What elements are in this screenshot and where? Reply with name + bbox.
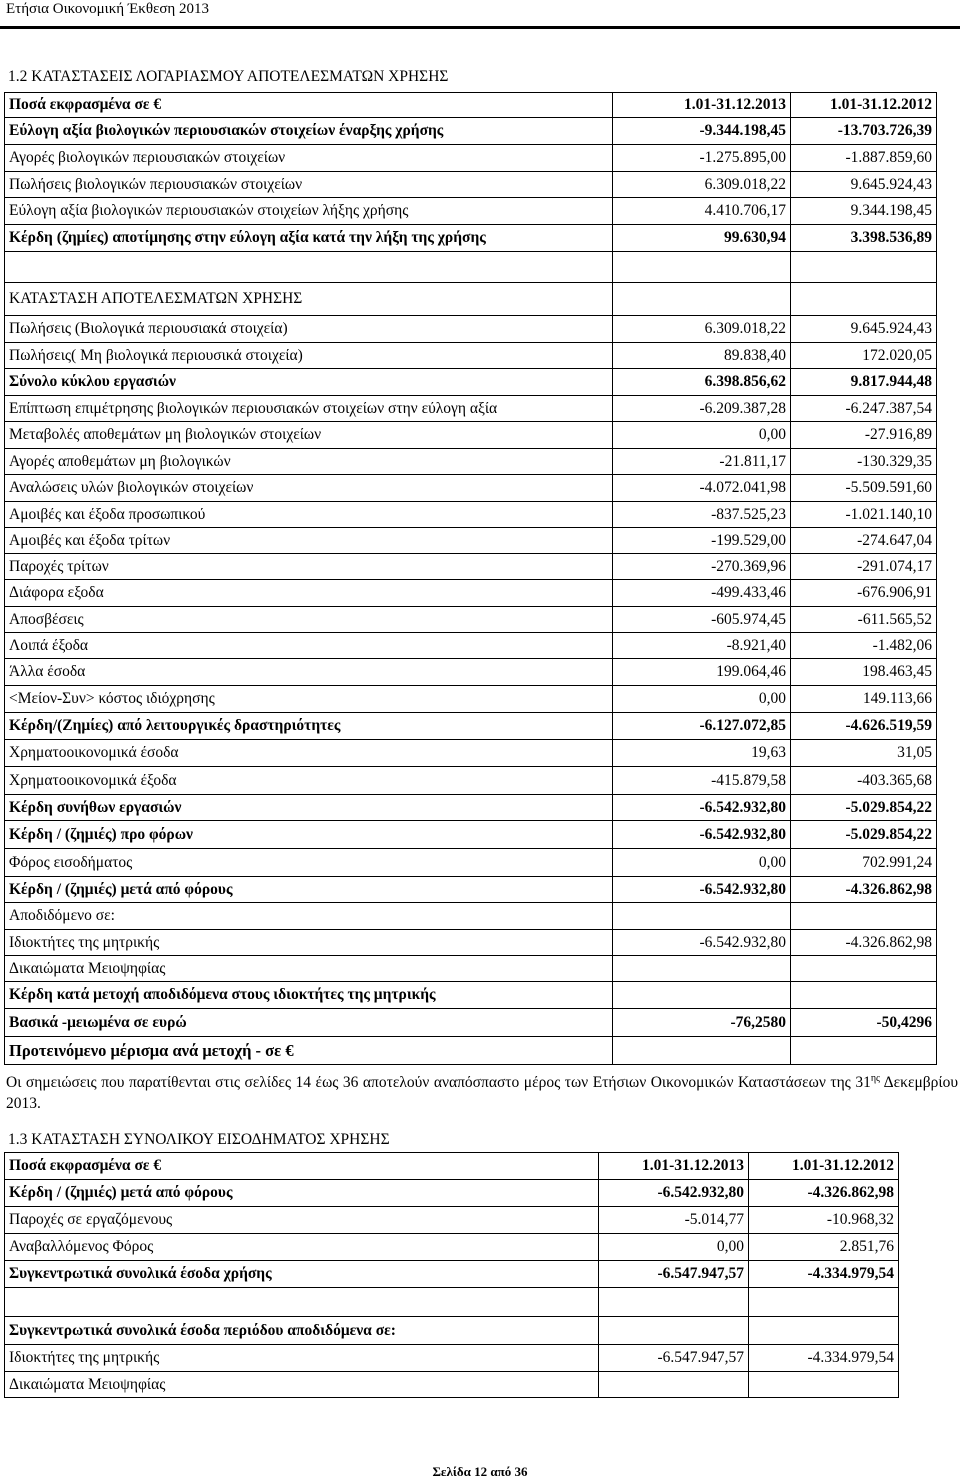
- value-2013: [599, 1288, 749, 1317]
- value-2012: -4.334.979,54: [749, 1261, 899, 1288]
- row-label: Εύλογη αξία βιολογικών περιουσιακών στοιχείων λήξης χρήσης: [5, 198, 613, 225]
- value-2013: [613, 903, 791, 930]
- value-2013: -6.547.947,57: [599, 1345, 749, 1372]
- row-label: Προτεινόμενο μέρισμα ανά μετοχή - σε €: [5, 1037, 613, 1065]
- value-2012: [791, 956, 937, 982]
- income-statement-table: [4, 92, 937, 1065]
- row-label: Επίπτωση επιμέτρησης βιολογικών περιουσιακών στοιχείων στην εύλογη αξία: [5, 396, 613, 422]
- value-2013: -837.525,23: [613, 502, 791, 528]
- row-label: Κέρδη / (ζημιές) μετά από φόρους: [5, 1180, 599, 1207]
- income-statement-row: [5, 283, 937, 316]
- row-label: Εύλογη αξία βιολογικών περιουσιακών στοιχείων έναρξης χρήσης: [5, 118, 613, 145]
- row-label: Κέρδη/(Ζημίες) από λειτουργικές δραστηριότητες: [5, 713, 613, 740]
- value-2013: [613, 956, 791, 982]
- value-2013: -499.433,46: [613, 580, 791, 607]
- comprehensive-income-row: [5, 1288, 899, 1317]
- value-2012: 1.01-31.12.2012: [791, 93, 937, 118]
- row-label: Κέρδη συνήθων εργασιών: [5, 795, 613, 821]
- value-2012: -130.329,35: [791, 449, 937, 475]
- note-superscript: ης: [870, 1073, 881, 1084]
- income-statement-row: [5, 528, 937, 554]
- row-label: Μεταβολές αποθεμάτων μη βιολογικών στοιχείων: [5, 422, 613, 449]
- income-statement-row: [5, 607, 937, 633]
- income-statement-row: [5, 118, 937, 145]
- value-2013: 6.309.018,22: [613, 316, 791, 343]
- value-2012: -27.916,89: [791, 422, 937, 449]
- value-2012: [791, 1037, 937, 1065]
- comprehensive-income-row: [5, 1180, 899, 1207]
- income-statement-row: [5, 449, 937, 475]
- header-divider: [0, 26, 960, 29]
- income-statement-row: [5, 316, 937, 343]
- value-2012: -4.326.862,98: [791, 930, 937, 956]
- value-2013: 199.064,46: [613, 659, 791, 686]
- value-2013: 19,63: [613, 740, 791, 767]
- income-statement-row: [5, 502, 937, 528]
- value-2012: -13.703.726,39: [791, 118, 937, 145]
- page-number: Σελίδα 12 από 36: [432, 1464, 528, 1479]
- comprehensive-income-row: [5, 1234, 899, 1261]
- value-2012: 9.645.924,43: [791, 316, 937, 343]
- value-2012: [749, 1317, 899, 1345]
- income-statement-row: [5, 821, 937, 849]
- value-2012: [791, 283, 937, 316]
- value-2012: -1.482,06: [791, 633, 937, 659]
- value-2012: -1.887.859,60: [791, 145, 937, 172]
- value-2012: 149.113,66: [791, 686, 937, 713]
- value-2012: [791, 903, 937, 930]
- row-label: Αναλώσεις υλών βιολογικών στοιχείων: [5, 475, 613, 502]
- row-label: Παροχές σε εργαζόμενους: [5, 1207, 599, 1234]
- value-2013: 1.01-31.12.2013: [599, 1153, 749, 1180]
- comprehensive-income-row: [5, 1207, 899, 1234]
- row-label: Ιδιοκτήτες της μητρικής: [5, 1345, 599, 1372]
- row-label: Παροχές τρίτων: [5, 554, 613, 580]
- row-label: Κέρδη (ζημίες) αποτίμησης στην εύλογη αξία κατά την λήξη της χρήσης: [5, 225, 613, 252]
- comprehensive-income-row: [5, 1317, 899, 1345]
- value-2013: 89.838,40: [613, 343, 791, 369]
- row-label: Ποσά εκφρασμένα σε €: [5, 1153, 599, 1180]
- income-statement-row: [5, 252, 937, 283]
- value-2012: -4.326.862,98: [791, 877, 937, 903]
- income-statement-row: [5, 740, 937, 767]
- value-2013: -4.072.041,98: [613, 475, 791, 502]
- income-statement-row: [5, 877, 937, 903]
- value-2013: 6.398.856,62: [613, 369, 791, 396]
- income-statement-row: [5, 686, 937, 713]
- value-2013: [599, 1372, 749, 1398]
- value-2012: 9.817.944,48: [791, 369, 937, 396]
- value-2013: -8.921,40: [613, 633, 791, 659]
- income-statement-row: [5, 198, 937, 225]
- row-label: Κέρδη κατά μετοχή αποδιδόμενα στους ιδιοκτήτες της μητρικής: [5, 982, 613, 1009]
- row-label: Ποσά εκφρασμένα σε €: [5, 93, 613, 118]
- value-2012: -274.647,04: [791, 528, 937, 554]
- row-label: Αγορές αποθεμάτων μη βιολογικών: [5, 449, 613, 475]
- note-text-end: Δεκεμβρίου 2013.: [6, 1074, 959, 1113]
- value-2013: -6.542.932,80: [613, 795, 791, 821]
- income-statement-row: [5, 767, 937, 795]
- value-2013: -5.014,77: [599, 1207, 749, 1234]
- value-2012: [749, 1288, 899, 1317]
- income-statement-row: [5, 580, 937, 607]
- row-label: Πωλήσεις (Βιολογικά περιουσιακά στοιχεία): [5, 316, 613, 343]
- row-label: Συγκεντρωτικά συνολικά έσοδα περιόδου αποδιδόμενα σε:: [5, 1317, 599, 1345]
- income-statement-row: [5, 930, 937, 956]
- row-label: Συγκεντρωτικά συνολικά έσοδα χρήσης: [5, 1261, 599, 1288]
- value-2013: [613, 982, 791, 1009]
- value-2012: -50,4296: [791, 1009, 937, 1037]
- value-2012: 3.398.536,89: [791, 225, 937, 252]
- row-label: Πωλήσεις( Μη βιολογικά περιουσικά στοιχεία): [5, 343, 613, 369]
- value-2012: -10.968,32: [749, 1207, 899, 1234]
- value-2013: 0,00: [613, 686, 791, 713]
- value-2012: [791, 252, 937, 283]
- row-label: [5, 1288, 599, 1317]
- value-2012: -4.626.519,59: [791, 713, 937, 740]
- row-label: Χρηματοοικονομικά έξοδα: [5, 767, 613, 795]
- value-2013: -6.127.072,85: [613, 713, 791, 740]
- value-2013: [613, 1037, 791, 1065]
- row-label: Φόρος εισοδήματος: [5, 849, 613, 877]
- row-label: Ιδιοκτήτες της μητρικής: [5, 930, 613, 956]
- section-title-comprehensive-income: 1.3 ΚΑΤΑΣΤΑΣΗ ΣΥΝΟΛΙΚΟΥ ΕΙΣΟΔΗΜΑΤΟΣ ΧΡΗΣΗΣ: [8, 1131, 390, 1148]
- row-label: Αγορές βιολογικών περιουσιακών στοιχείων: [5, 145, 613, 172]
- row-label: Κέρδη / (ζημιές) προ φόρων: [5, 821, 613, 849]
- income-statement-row: [5, 795, 937, 821]
- value-2013: 4.410.706,17: [613, 198, 791, 225]
- value-2013: -1.275.895,00: [613, 145, 791, 172]
- income-statement-row: [5, 1009, 937, 1037]
- value-2012: 31,05: [791, 740, 937, 767]
- row-label: Πωλήσεις βιολογικών περιουσιακών στοιχείων: [5, 172, 613, 198]
- value-2012: 198.463,45: [791, 659, 937, 686]
- income-statement-row: [5, 396, 937, 422]
- row-label: Δικαιώματα Μειοψηφίας: [5, 956, 613, 982]
- document-header-title: Ετήσια Οικονομική Έκθεση 2013: [6, 1, 210, 17]
- value-2013: -76,2580: [613, 1009, 791, 1037]
- value-2013: -6.209.387,28: [613, 396, 791, 422]
- row-label: Αμοιβές και έξοδα τρίτων: [5, 528, 613, 554]
- value-2012: 702.991,24: [791, 849, 937, 877]
- income-statement-row: [5, 713, 937, 740]
- value-2012: 172.020,05: [791, 343, 937, 369]
- value-2013: 0,00: [613, 422, 791, 449]
- value-2012: 9.344.198,45: [791, 198, 937, 225]
- value-2012: 9.645.924,43: [791, 172, 937, 198]
- row-label: <Μείον-Συν> κόστος ιδιόχρησης: [5, 686, 613, 713]
- value-2013: -6.542.932,80: [613, 930, 791, 956]
- comprehensive-income-row: [5, 1153, 899, 1180]
- value-2013: 1.01-31.12.2013: [613, 93, 791, 118]
- value-2012: -403.365,68: [791, 767, 937, 795]
- row-label: Δικαιώματα Μειοψηφίας: [5, 1372, 599, 1398]
- value-2012: [791, 982, 937, 1009]
- comprehensive-income-row: [5, 1261, 899, 1288]
- value-2012: -611.565,52: [791, 607, 937, 633]
- row-label: Αποσβέσεις: [5, 607, 613, 633]
- section-title-income-statement: 1.2 ΚΑΤΑΣΤΑΣΕΙΣ ΛΟΓΑΡΙΑΣΜΟΥ ΑΠΟΤΕΛΕΣΜΑΤΩΝ ΧΡΗΣΗΣ: [8, 68, 449, 85]
- value-2013: -199.529,00: [613, 528, 791, 554]
- row-label: Άλλα έσοδα: [5, 659, 613, 686]
- value-2013: -605.974,45: [613, 607, 791, 633]
- value-2012: 2.851,76: [749, 1234, 899, 1261]
- row-label: Λοιπά έξοδα: [5, 633, 613, 659]
- income-statement-row: [5, 982, 937, 1009]
- value-2013: -6.542.932,80: [613, 877, 791, 903]
- income-statement-row: [5, 956, 937, 982]
- row-label: Αναβαλλόμενος Φόρος: [5, 1234, 599, 1261]
- value-2012: -5.509.591,60: [791, 475, 937, 502]
- value-2012: -6.247.387,54: [791, 396, 937, 422]
- income-statement-row: [5, 633, 937, 659]
- value-2013: -21.811,17: [613, 449, 791, 475]
- row-label: Κέρδη / (ζημιές) μετά από φόρους: [5, 877, 613, 903]
- income-statement-row: [5, 422, 937, 449]
- value-2012: 1.01-31.12.2012: [749, 1153, 899, 1180]
- value-2013: 6.309.018,22: [613, 172, 791, 198]
- row-label: ΚΑΤΑΣΤΑΣΗ ΑΠΟΤΕΛΕΣΜΑΤΩΝ ΧΡΗΣΗΣ: [5, 283, 613, 316]
- value-2013: [613, 252, 791, 283]
- value-2012: -291.074,17: [791, 554, 937, 580]
- income-statement-row: [5, 1037, 937, 1065]
- income-statement-row: [5, 145, 937, 172]
- income-statement-row: [5, 554, 937, 580]
- income-statement-row: [5, 369, 937, 396]
- row-label: Βασικά -μειωμένα σε ευρώ: [5, 1009, 613, 1037]
- income-statement-row: [5, 93, 937, 118]
- comprehensive-income-row: [5, 1345, 899, 1372]
- row-label: Αμοιβές και έξοδα προσωπικού: [5, 502, 613, 528]
- value-2013: [613, 283, 791, 316]
- value-2013: [599, 1317, 749, 1345]
- income-statement-row: [5, 849, 937, 877]
- value-2013: 0,00: [599, 1234, 749, 1261]
- value-2013: -6.547.947,57: [599, 1261, 749, 1288]
- row-label: Χρηματοοικονομικά έσοδα: [5, 740, 613, 767]
- note-text: Οι σημειώσεις που παρατίθενται στις σελίδες 14 έως 36 αποτελούν αναπόσπαστο μέρος των Ετήσιων Οικονομικών Καταστάσεων της 31: [6, 1074, 871, 1092]
- income-statement-row: [5, 903, 937, 930]
- value-2012: -676.906,91: [791, 580, 937, 607]
- income-statement-row: [5, 343, 937, 369]
- value-2012: [749, 1372, 899, 1398]
- value-2013: -6.542.932,80: [599, 1180, 749, 1207]
- value-2013: -415.879,58: [613, 767, 791, 795]
- value-2012: -5.029.854,22: [791, 795, 937, 821]
- value-2012: -4.326.862,98: [749, 1180, 899, 1207]
- value-2013: -270.369,96: [613, 554, 791, 580]
- value-2012: -5.029.854,22: [791, 821, 937, 849]
- income-statement-row: [5, 475, 937, 502]
- row-label: [5, 252, 613, 283]
- value-2013: 99.630,94: [613, 225, 791, 252]
- income-statement-row: [5, 225, 937, 252]
- row-label: Αποδιδόμενο σε:: [5, 903, 613, 930]
- value-2013: -6.542.932,80: [613, 821, 791, 849]
- comprehensive-income-row: [5, 1372, 899, 1398]
- income-statement-row: [5, 659, 937, 686]
- value-2012: -1.021.140,10: [791, 502, 937, 528]
- row-label: Διάφορα εξοδα: [5, 580, 613, 607]
- value-2013: 0,00: [613, 849, 791, 877]
- comprehensive-income-table: [4, 1152, 899, 1398]
- notes-reference-paragraph: [6, 1068, 958, 1114]
- value-2013: -9.344.198,45: [613, 118, 791, 145]
- row-label: Σύνολο κύκλου εργασιών: [5, 369, 613, 396]
- value-2012: -4.334.979,54: [749, 1345, 899, 1372]
- income-statement-row: [5, 172, 937, 198]
